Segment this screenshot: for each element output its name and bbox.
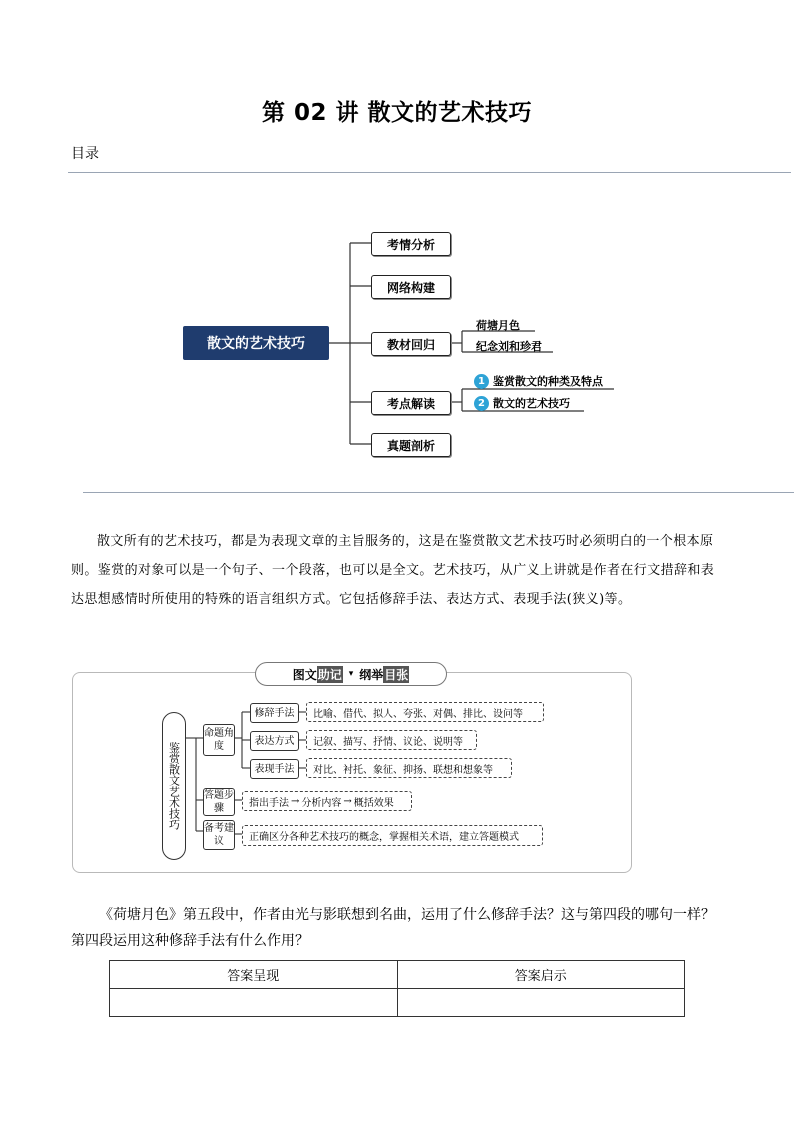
mindmap-sub-jianshang-label: 鉴赏散文的种类及特点	[493, 375, 603, 388]
mindmap-sub-hetang: 荷塘月色	[476, 319, 520, 332]
diagram-advice-box: 备考建议	[203, 820, 235, 850]
mindmap-root: 散文的艺术技巧	[183, 326, 329, 360]
table-row	[110, 961, 685, 989]
table-header-cell: 答案启示	[397, 961, 685, 989]
table-header-cell: 答案呈现	[110, 961, 398, 989]
page-title: 第 02 讲 散文的艺术技巧	[261, 100, 533, 126]
diagram-label-biaoda: 表达方式	[250, 731, 299, 751]
diagram-content-xiuci: 比喻、借代、拟人、夸张、对偶、排比、设问等	[306, 702, 544, 722]
mindmap-node-kaoqing: 考情分析	[371, 232, 451, 256]
diagram-label-xiuci: 修辞手法	[250, 703, 299, 723]
toc-label: 目录	[71, 146, 99, 162]
table-row	[110, 989, 685, 1017]
question-paragraph: 《荷塘月色》第五段中，作者由光与影联想到名曲，运用了什么修辞手法？这与第四段的哪句一样？第四段运用这种修辞手法有什么作用？	[71, 907, 715, 949]
intro-paragraph: 散文所有的艺术技巧，都是为表现文章的主旨服务的，这是在鉴赏散文艺术技巧时必须明白的一个根本原则。鉴赏的对象可以是一个句子、一个段落，也可以是全文。艺术技巧，从广义上讲就是作者在行文措辞和表达思想感情时所使用的特殊的语言组织方式。它包括修辞手法、表达方式、表现手法(狭义)等。	[71, 534, 715, 607]
table-cell	[397, 989, 685, 1017]
diagram-content-biaoda: 记叙、描写、抒情、议论、说明等	[306, 730, 477, 750]
diagram-label-biaoxian: 表现手法	[250, 759, 299, 779]
mindmap-node-wangluo: 网络构建	[371, 275, 451, 299]
mindmap-sub-jianshang	[474, 373, 603, 389]
number-badge-2: 2	[474, 396, 489, 411]
mindmap-sub-jiqiao-label: 散文的艺术技巧	[493, 397, 570, 410]
diagram-angle-box: 命题角度	[203, 724, 235, 756]
mindmap-sub-jinian: 纪念刘和珍君	[476, 340, 542, 353]
diagram-content-biaoxian: 对比、衬托、象征、抑扬、联想和想象等	[306, 758, 512, 778]
diagram-content-advice: 正确区分各种艺术技巧的概念，掌握相关术语，建立答题模式	[242, 825, 543, 846]
mindmap-sub-jiqiao	[474, 395, 570, 411]
mindmap-node-kaodian: 考点解读	[371, 391, 451, 415]
diagram-banner: 图文 助记 ▾ 纲举 目张	[255, 662, 447, 686]
table-cell	[110, 989, 398, 1017]
answer-table	[109, 960, 685, 1017]
diagram-steps-box: 答题步骤	[204, 790, 234, 814]
mindmap-node-zhenti: 真题剖析	[371, 433, 451, 457]
divider-bottom	[83, 492, 794, 493]
diagram-center: 鉴赏散文艺术技巧	[162, 712, 186, 860]
diagram-content-steps: 指出手法 → 分析内容 → 概括效果	[242, 791, 412, 811]
number-badge-1: 1	[474, 374, 489, 389]
mindmap-node-jiaocai: 教材回归	[371, 332, 451, 356]
